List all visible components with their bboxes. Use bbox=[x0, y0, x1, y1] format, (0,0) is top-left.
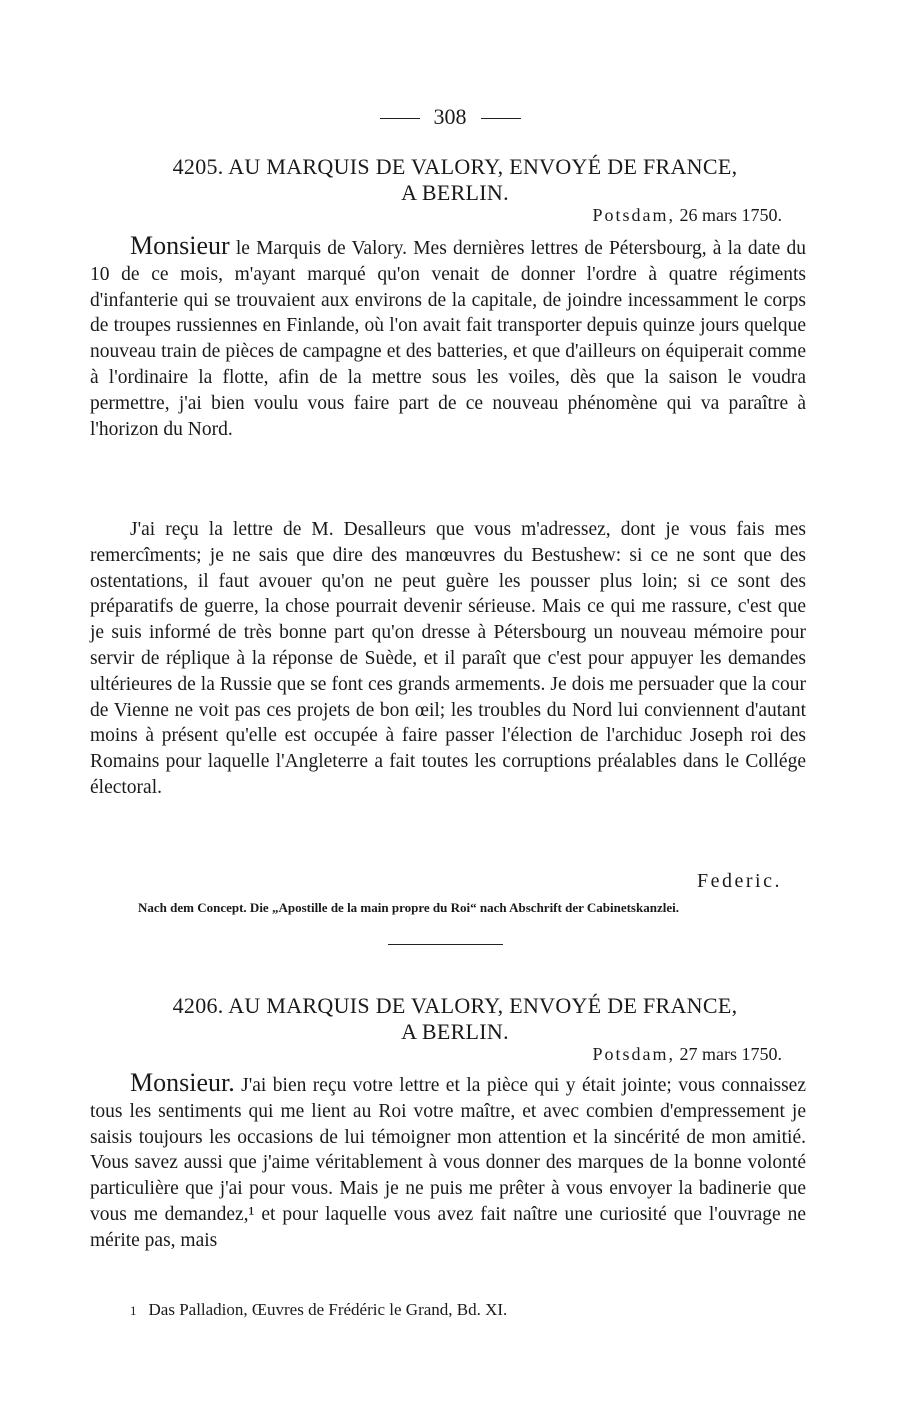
letter-heading-4205 bbox=[60, 154, 850, 206]
source-note bbox=[90, 900, 806, 916]
page-number bbox=[0, 104, 900, 130]
letter-4206-paragraph-1 bbox=[90, 1070, 806, 1254]
dateline-place: Potsdam, bbox=[592, 1044, 675, 1064]
letter-heading-line1 bbox=[60, 154, 850, 180]
letter-heading-line1 bbox=[60, 993, 850, 1019]
footnote-mark: 1 bbox=[130, 1303, 137, 1318]
dateline-4206 bbox=[592, 1044, 782, 1065]
dateline-place: Potsdam, bbox=[592, 205, 675, 225]
letter-title-line2: A BERLIN. bbox=[401, 180, 509, 205]
letter-number: 4205. bbox=[172, 154, 224, 179]
dateline-date: 27 mars 1750. bbox=[679, 1044, 782, 1064]
paragraph-text: J'ai bien reçu votre lettre et la pièce qui y était jointe; vous connaissez tous les sentiments qui me lient au Roi votre maître, et avec combien d'empressement je saisis toujours les occasions de lui témoigner mon attention et la sincérité de mon amitié. Vous savez aussi que j'aime véritablement à vous donner des marques de la bonne volonté particulière que j'ai pour vous. Mais je ne puis me prêter à vous envoyer la badinerie que vous me demandez,¹ et pour laquelle vous avez fait naître une curiosité que l'ouvrage ne mérite pas, mais bbox=[90, 1075, 806, 1251]
footnote bbox=[130, 1300, 507, 1320]
opening-word: Monsieur bbox=[130, 231, 230, 260]
letter-title-line2: A BERLIN. bbox=[401, 1019, 509, 1044]
letter-4205-paragraph-1 bbox=[90, 233, 806, 442]
letter-title: AU MARQUIS DE VALORY, ENVOYÉ DE FRANCE, bbox=[228, 154, 738, 179]
letter-title: AU MARQUIS DE VALORY, ENVOYÉ DE FRANCE, bbox=[228, 993, 738, 1018]
opening-word: Monsieur. bbox=[130, 1068, 235, 1097]
dateline-date: 26 mars 1750. bbox=[679, 205, 782, 225]
paragraph-text: le Marquis de Valory. Mes dernières lettres de Pétersbourg, à la date du 10 de ce mois, m'ayant marqué qu'on venait de donner l'ordre à quatre régiments d'infanterie qui se trouvaient aux environs de la capitale, de joindre incessamment le corps de troupes russiennes en Finlande, où l'on avait fait transporter depuis quinze jours quelque nouveau train de pièces de campagne et des batteries, et que d'ailleurs on équiperait comme à l'ordinaire la flotte, afin de la mettre sous les voiles, dès que la saison le voudra permettre, j'ai bien voulu vous faire part de ce nouveau phénomène qui va paraître à l'horizon du Nord. bbox=[90, 238, 806, 440]
source-note-text: Nach dem Concept. Die „Apostille de la main propre du Roi“ nach Abschrift der Cabinetskanzlei. bbox=[138, 900, 679, 915]
page-number-dash-left bbox=[380, 118, 420, 119]
letter-heading-4206 bbox=[60, 993, 850, 1045]
page-number-dash-right bbox=[481, 118, 521, 119]
dateline-4205 bbox=[592, 205, 782, 226]
letter-4205-paragraph-2: J'ai reçu la lettre de M. Desalleurs que vous m'adressez, dont je vous fais mes remercîments; je ne sais que dire des manœuvres du Bestushew: si ce ne sont que des ostentations, il faut avouer qu'on ne peut guère les pousser plus loin; si ce sont des préparatifs de guerre, la chose pourrait devenir sérieuse. Mais ce qui me rassure, c'est que je suis informé de très bonne part qu'on dresse à Pétersbourg un nouveau mémoire pour servir de réplique à la réponse de Suède, et il paraît que c'est pour appuyer les demandes ultérieures de la Russie que se font ces grands armements. Je dois me persuader que la cour de Vienne ne voit pas ces projets de bon œil; les troubles du Nord lui conviennent d'autant moins à présent qu'elle est occupée à faire passer l'élection de l'archiduc Joseph roi des Romains pour laquelle l'Angleterre a fait toutes les corruptions préalables dans le Collége électoral. bbox=[90, 519, 806, 798]
signature: Federic. bbox=[697, 870, 782, 892]
letter-number: 4206. bbox=[172, 993, 224, 1018]
page-number-text: 308 bbox=[433, 104, 467, 129]
footnote-text: Das Palladion, Œuvres de Frédéric le Grand, Bd. XI. bbox=[148, 1300, 508, 1319]
section-divider bbox=[388, 944, 503, 945]
